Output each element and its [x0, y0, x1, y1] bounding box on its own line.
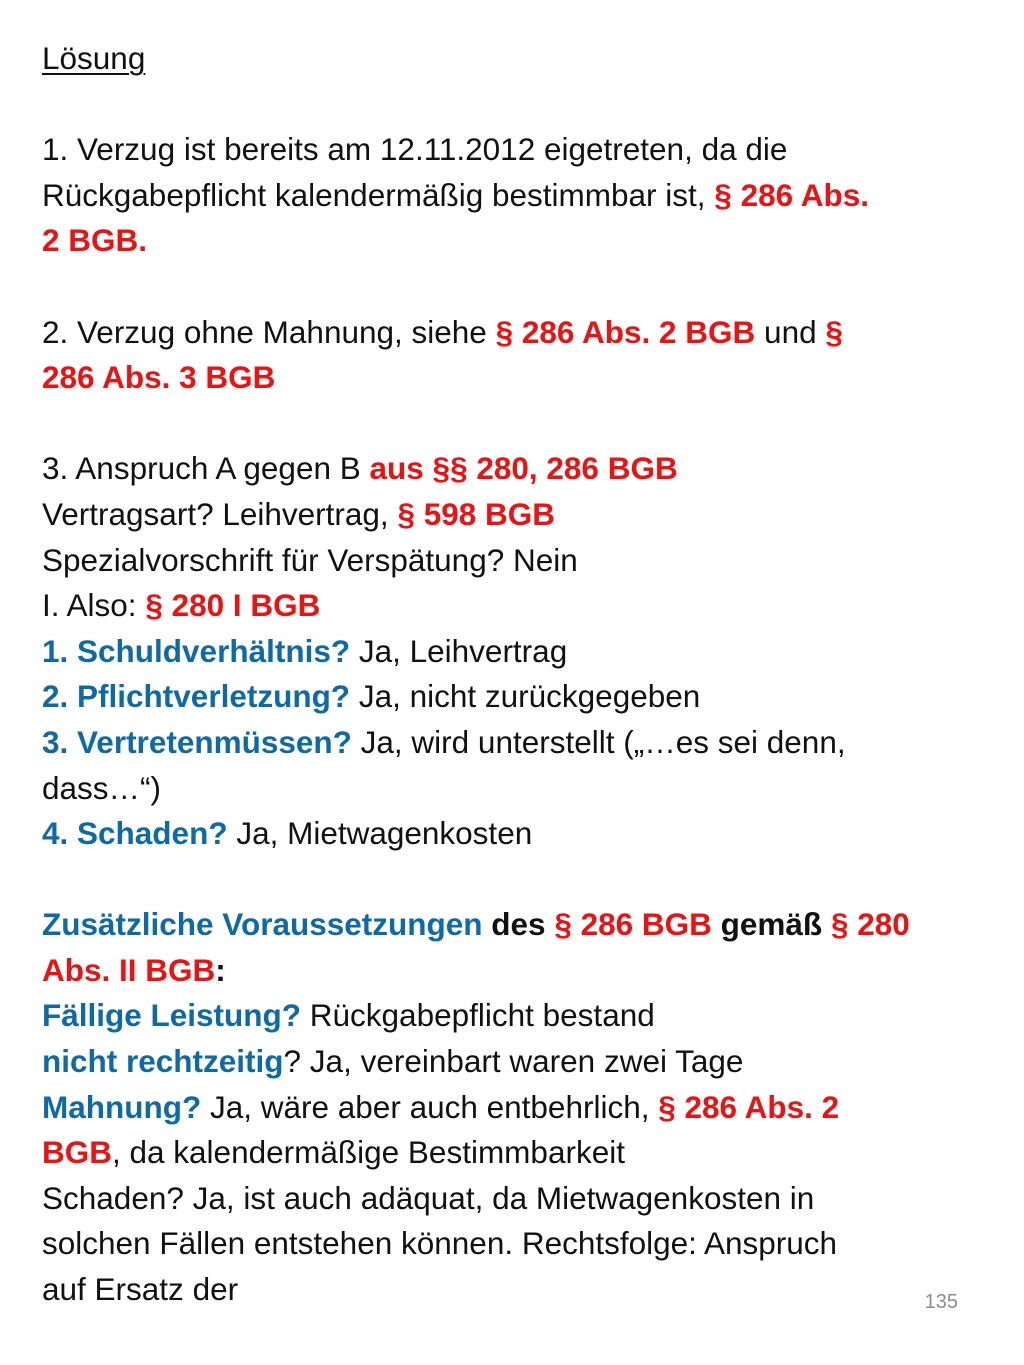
p3-line-2: [42, 492, 982, 538]
p4-l1-gemaess: gemäß: [711, 906, 831, 943]
p4-l5-answer: Ja, wäre aber auch entbehrlich,: [201, 1088, 659, 1125]
p4-l8-text: solchen Fällen entstehen können. Rechtsfolge: Anspruch: [42, 1225, 838, 1262]
p1-line-2: [42, 173, 982, 219]
p4-l5-question: Mahnung?: [42, 1088, 202, 1125]
p3-l9-answer: Ja, Mietwagenkosten: [227, 815, 533, 852]
p2-l1-conj: und: [755, 313, 826, 350]
spacer: [42, 857, 982, 903]
slide-content: [42, 36, 982, 1313]
p4-line-7: [42, 1176, 982, 1222]
p3-l5-question: 1. Schuldverhältnis?: [42, 632, 351, 669]
p3-line-8: [42, 766, 982, 812]
p4-l9-text: auf Ersatz der: [42, 1271, 239, 1308]
p2-l1-citation-2: §: [825, 313, 843, 350]
p3-l4-text: I. Also:: [42, 587, 146, 624]
p4-l5-citation: § 286 Abs. 2: [658, 1088, 840, 1125]
p3-l6-question: 2. Pflichtverletzung?: [42, 678, 351, 715]
p4-line-4: [42, 1039, 982, 1085]
p3-line-4: [42, 583, 982, 629]
p2-l1-text: 2. Verzug ohne Mahnung, siehe: [42, 313, 496, 350]
p1-l1-text: 1. Verzug ist bereits am 12.11.2012 eigetreten, da die: [42, 131, 788, 168]
p2-l1-citation: § 286 Abs. 2 BGB: [495, 313, 756, 350]
p3-line-9: [42, 811, 982, 857]
p3-line-1: [42, 446, 982, 492]
p4-l6-text: , da kalendermäßige Bestimmbarkeit: [112, 1134, 625, 1171]
p1-line-3: [42, 218, 982, 264]
p3-line-5: [42, 629, 982, 675]
p4-line-9: [42, 1267, 982, 1313]
p4-l3-answer: Rückgabepflicht bestand: [301, 997, 655, 1034]
p4-line-2: [42, 948, 982, 994]
p3-l8-text: dass…“): [42, 769, 162, 806]
p4-l4-question: nicht rechtzeitig: [42, 1043, 284, 1080]
p3-l4-citation: § 280 I BGB: [145, 587, 321, 624]
p3-line-6: [42, 674, 982, 720]
p3-l9-question: 4. Schaden?: [42, 815, 228, 852]
p3-l6-answer: Ja, nicht zurückgegeben: [350, 678, 701, 715]
page-number: 135: [924, 1291, 958, 1313]
p4-line-1: [42, 902, 982, 948]
page-title: Lösung: [42, 40, 146, 76]
p1-l3-citation: 2 BGB.: [42, 222, 148, 259]
p4-l7-text: Schaden? Ja, ist auch adäquat, da Mietwagenkosten in: [42, 1179, 815, 1216]
p1-l2-text: Rückgabepflicht kalendermäßig bestimmbar ist,: [42, 176, 715, 213]
p2-line-2: [42, 355, 982, 401]
p3-l1-text: 3. Anspruch A gegen B: [42, 450, 370, 487]
p3-l1-citation: aus §§ 280, 286 BGB: [369, 450, 678, 487]
p4-line-6: [42, 1130, 982, 1176]
p4-line-5: [42, 1085, 982, 1131]
p2-l2-citation: 286 Abs. 3 BGB: [42, 359, 276, 396]
p4-l2-colon: :: [215, 951, 226, 988]
spacer: [42, 82, 982, 128]
p4-l1-heading: Zusätzliche Voraussetzungen: [42, 906, 483, 943]
p4-l3-question: Fällige Leistung?: [42, 997, 302, 1034]
p4-l1-des: des: [482, 906, 555, 943]
p3-l3-text: Spezialvorschrift für Verspätung? Nein: [42, 541, 578, 578]
p4-line-8: [42, 1221, 982, 1267]
p2-line-1: [42, 310, 982, 356]
p3-l2-text: Vertragsart? Leihvertrag,: [42, 495, 398, 532]
p4-l6-citation: BGB: [42, 1134, 112, 1171]
p4-l2-citation: Abs. II BGB: [42, 951, 216, 988]
p4-l1-citation-2: § 280: [830, 906, 910, 943]
p1-l2-citation: § 286 Abs.: [714, 176, 869, 213]
spacer: [42, 401, 982, 447]
p4-l1-citation: § 286 BGB: [554, 906, 712, 943]
p3-line-3: [42, 538, 982, 584]
spacer: [42, 264, 982, 310]
p4-line-3: [42, 993, 982, 1039]
p3-line-7: [42, 720, 982, 766]
p3-l7-question: 3. Vertretenmüssen?: [42, 723, 352, 760]
p1-line-1: [42, 127, 982, 173]
p3-l7-answer: Ja, wird unterstellt („…es sei denn,: [351, 723, 846, 760]
p3-l5-answer: Ja, Leihvertrag: [350, 632, 568, 669]
p4-l4-answer: ? Ja, vereinbart waren zwei Tage: [283, 1043, 744, 1080]
p3-l2-citation: § 598 BGB: [397, 495, 556, 532]
